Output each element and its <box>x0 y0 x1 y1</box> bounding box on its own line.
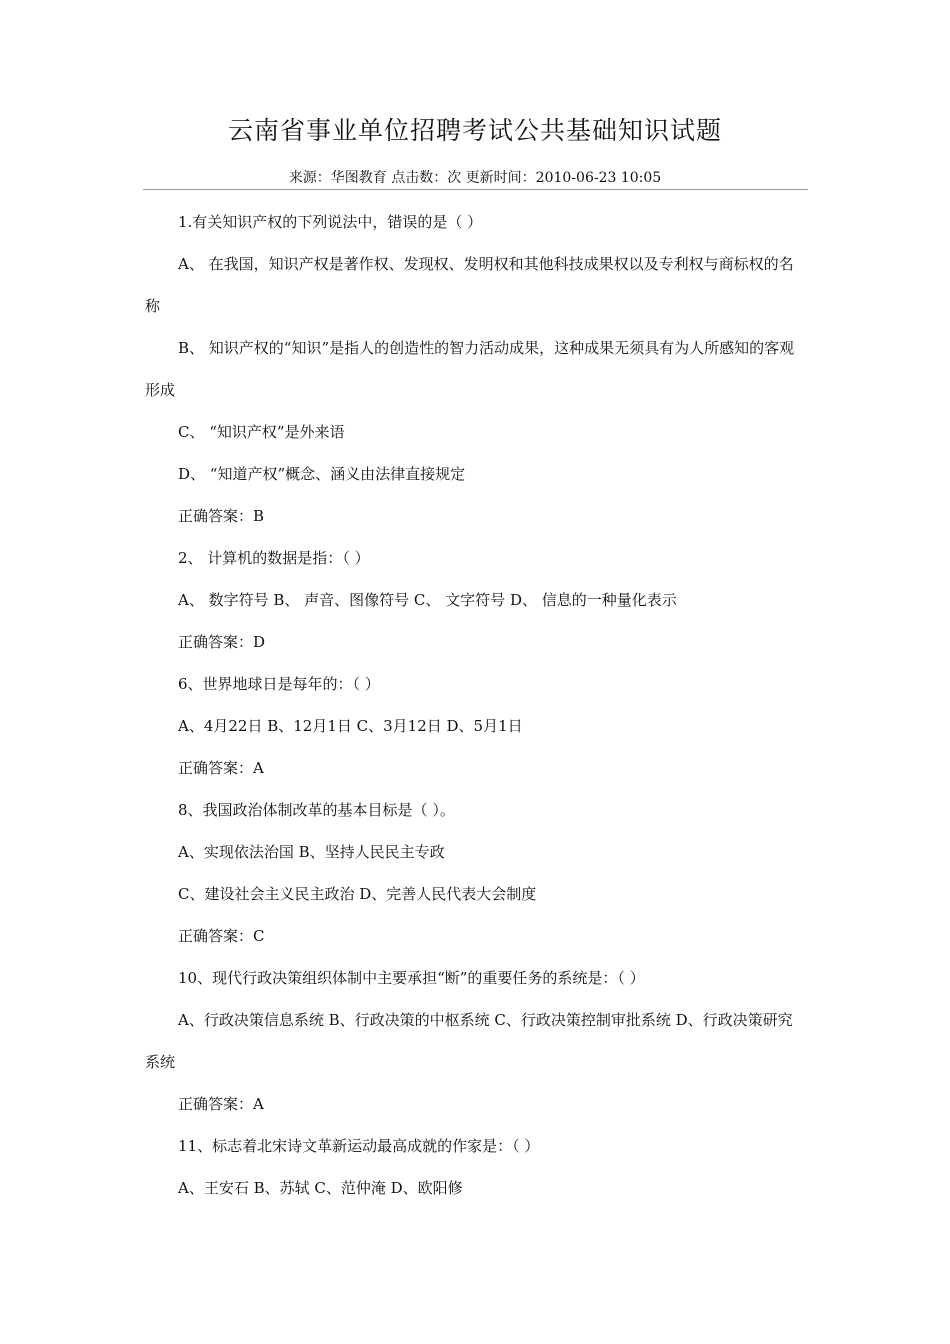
question-option: B、 知识产权的“知识”是指人的创造性的智力活动成果，这种成果无须具有为人所感知的客观形成 <box>145 339 795 399</box>
question-option: C、 “知识产权”是外来语 <box>178 423 345 441</box>
question-stem: 2、 计算机的数据是指：（ ） <box>178 549 370 567</box>
question-option: A、王安石 B、苏轼 C、范仲淹 D、欧阳修 <box>178 1179 463 1197</box>
question-answer: 正确答案：D <box>178 633 266 651</box>
question-answer: 正确答案：C <box>178 927 265 945</box>
question-stem: 6、世界地球日是每年的：（ ） <box>178 675 380 693</box>
document-meta: 来源：华图教育 点击数：次 更新时间：2010-06-23 10:05 <box>288 170 662 186</box>
question-stem: 11、标志着北宋诗文革新运动最高成就的作家是：（ ） <box>178 1137 540 1155</box>
question-option: D、 “知道产权”概念、涵义由法律直接规定 <box>178 465 466 483</box>
question-option: A、 数字符号 B、 声音、图像符号 C、 文字符号 D、 信息的一种量化表示 <box>178 591 677 609</box>
question-option: A、实现依法治国 B、坚持人民民主专政 <box>178 843 445 861</box>
header-divider <box>143 189 808 190</box>
question-answer: 正确答案：A <box>178 1095 264 1113</box>
question-stem: 1.有关知识产权的下列说法中，错误的是（ ） <box>178 213 483 231</box>
question-stem: 10、现代行政决策组织体制中主要承担“断”的重要任务的系统是：（ ） <box>178 969 645 987</box>
question-option: C、建设社会主义民主政治 D、完善人民代表大会制度 <box>178 885 537 903</box>
question-option: A、行政决策信息系统 B、行政决策的中枢系统 C、行政决策控制审批系统 D、行政决策研究系统 <box>145 1011 793 1071</box>
question-stem: 8、我国政治体制改革的基本目标是（ ）。 <box>178 801 455 819</box>
question-answer: 正确答案：B <box>178 507 265 525</box>
document-title: 云南省事业单位招聘考试公共基础知识试题 <box>227 116 722 145</box>
question-option: A、 在我国，知识产权是著作权、发现权、发明权和其他科技成果权以及专利权与商标权的名称 <box>145 255 794 315</box>
question-option: A、4月22日 B、12月1日 C、3月12日 D、5月1日 <box>178 717 523 735</box>
question-answer: 正确答案：A <box>178 759 264 777</box>
question-list <box>145 201 807 1209</box>
